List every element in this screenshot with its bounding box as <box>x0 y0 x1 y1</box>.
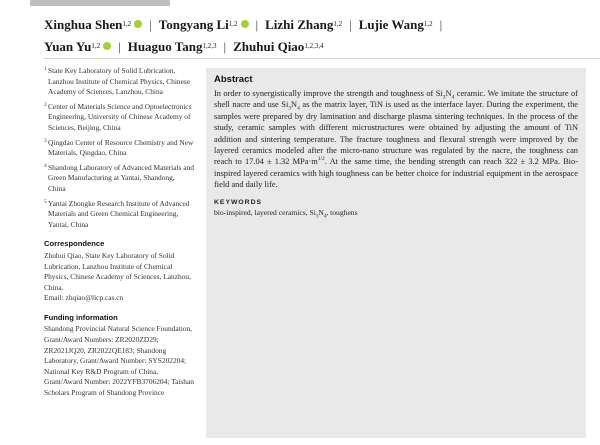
correspondence-email-link[interactable]: Email: zhqiao@licp.cas.cn <box>44 293 124 303</box>
abstract-text: In order to synergistically improve the strength and toughness of $Si_3N_4$ ceramic. We imitate the structure of shell nacre and use $Si_3N_4$ as the matrix layer, TiN is used as the interface layer. During the experiment, the samples were prepared by dry lamination and discharge plasma sintering techniques. In the process of the study, ceramic samples with different microstructures were obtained by adjusting the amount of TiN addition and sintering temperature. The fracture toughness and flexural strength were improved by the layered ceramics modeled after the micro-nano structure was regulated by the nacre, the toughness can reach to 17.04 ± 1.32 $MPa\cdot m^{1/2}$. At the same time, the bending strength can reach 322 ± 3.2 MPa. Bio-inspired layered ceramics with high toughness can be better choice for industrial equipment in the aerospace field and daily life. <box>214 89 578 190</box>
keywords-list: bio-inspired, layered ceramics, $Si_3N_4$, toughens <box>214 207 358 220</box>
author-3[interactable]: Lujie Wang$^{1,2}$ <box>358 17 433 32</box>
author-1[interactable]: Tongyang Li$^{1,2}$ <box>159 17 249 32</box>
cropped-title-fragment <box>30 0 170 6</box>
funding-text: Shandong Provincial Natural Science Foundation, Grant/Award Numbers: ZR2020ZD29; ZR2021JQ20, ZR2022QE183; Shandong Laboratory, Grant/Award Number: SYS202204; National Key R&D Program of China, Grant/Award Number: 2022YFB3706204; Taishan Scholars Program of Shandong Province <box>44 324 194 398</box>
correspondence-heading: Correspondence <box>44 239 105 249</box>
abstract-box <box>206 68 586 438</box>
author-4[interactable]: Yuan Yu$^{1,2}$ <box>44 39 111 54</box>
abstract-heading: Abstract <box>214 74 253 85</box>
funding-heading: Funding information <box>44 312 118 322</box>
header-divider <box>44 58 600 59</box>
affiliation-2: 2 Center of Materials Science and Optoelectronics Engineering, University of Chinese Academy of Sciences, Beijing, China <box>44 101 192 132</box>
author-list: Xinghua Shen$^{1,2}$ | Tongyang Li$^{1,2}$ | Lizhi Zhang$^{1,2}$ | Lujie Wang$^{1,2}$ | Yuan Yu$^{1,2}$ | Huaguo Tang$^{1,2,3}$ | Zhuhui Qiao$^{1,2,3,4}$ <box>44 17 443 54</box>
correspondence-text: Zhuhui Qiao, State Key Laboratory of Solid Lubrication, Lanzhou Institute of Chemical Physics, Chinese Academy of Sciences, Lanzhou, China. <box>44 250 191 292</box>
orcid-icon[interactable] <box>241 20 249 28</box>
affiliation-5: 5 Yantai Zhongke Research Institute of Advanced Materials and Green Chemical Engineering, Yantai, China <box>44 198 190 229</box>
affiliation-4: 4 Shandong Laboratory of Advanced Materials and Green Manufacturing at Yantai, Shandong, China <box>44 162 194 193</box>
affiliation-1: 1 State Key Laboratory of Solid Lubrication, Lanzhou Institute of Chemical Physics, Chinese Academy of Sciences, Lanzhou, China <box>44 66 191 97</box>
author-5[interactable]: Huaguo Tang$^{1,2,3}$ <box>127 39 217 54</box>
orcid-icon[interactable] <box>134 20 142 28</box>
author-6[interactable]: Zhuhui Qiao$^{1,2,3,4}$ <box>233 39 324 54</box>
author-0[interactable]: Xinghua Shen$^{1,2}$ <box>44 17 142 32</box>
affiliation-3: 3 Qingdao Center of Resource Chemistry and New Materials, Qingdao, China <box>44 137 194 158</box>
orcid-icon[interactable] <box>103 42 111 50</box>
keywords-heading: KEYWORDS <box>214 198 263 206</box>
author-2[interactable]: Lizhi Zhang$^{1,2}$ <box>265 17 343 32</box>
article-sidebar <box>44 66 194 399</box>
